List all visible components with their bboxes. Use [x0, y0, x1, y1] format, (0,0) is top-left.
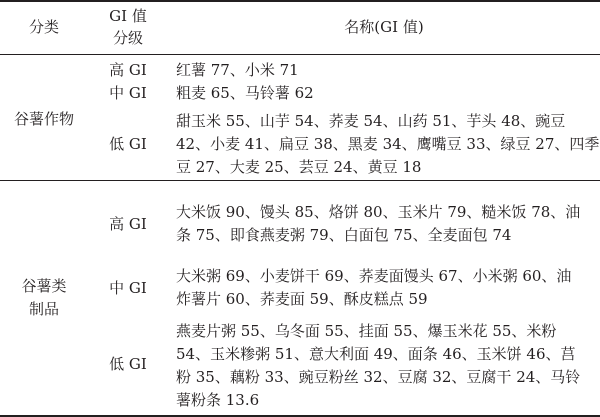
level-high-gi: 高 GI — [109, 215, 147, 233]
row-line: 大米粥 69、小麦饼干 69、荞麦面馒头 67、小米粥 60、油 — [176, 267, 572, 285]
category-grain-tuber-products-line1: 谷薯类 — [21, 277, 67, 295]
category-grain-tuber-crops: 谷薯作物 — [13, 110, 74, 128]
row-line: 甜玉米 55、山芋 54、荞麦 54、山药 51、芋头 48、豌豆 — [176, 112, 566, 130]
header-gi-level-line1: GI 值 — [109, 7, 147, 25]
row-line: 燕麦片粥 55、乌冬面 55、挂面 55、爆玉米花 55、米粉 — [176, 322, 557, 340]
row-line: 大米饭 90、馒头 85、烙饼 80、玉米片 79、糙米饭 78、油 — [176, 203, 581, 221]
category-grain-tuber-products-line2: 制品 — [28, 300, 59, 318]
row-line: 条 75、即食燕麦粥 79、白面包 75、全麦面包 74 — [176, 226, 512, 244]
header-name-gi: 名称(GI 值) — [344, 18, 424, 36]
row-line: 红薯 77、小米 71 — [176, 61, 299, 79]
header-rule — [0, 54, 600, 55]
header-gi-level-line2: 分级 — [112, 29, 143, 47]
row-line: 炸薯片 60、荞麦面 59、酥皮糕点 59 — [176, 290, 428, 308]
level-low-gi: 低 GI — [109, 355, 147, 373]
level-medium-gi: 中 GI — [109, 84, 147, 102]
row-line: 54、玉米糁粥 51、意大利面 49、面条 46、玉米饼 46、莒 — [176, 345, 576, 363]
top-rule — [0, 0, 600, 2]
row-line: 薯粉条 13.6 — [176, 391, 260, 409]
row-line: 42、小麦 41、扁豆 38、黑麦 34、鹰嘴豆 33、绿豆 27、四季 — [176, 135, 600, 153]
row-line: 豆 27、大麦 25、芸豆 24、黄豆 18 — [176, 158, 422, 176]
row-line: 粉 35、藕粉 33、豌豆粉丝 32、豆腐 32、豆腐干 24、马铃 — [176, 368, 581, 386]
header-category: 分类 — [28, 18, 59, 36]
level-low-gi: 低 GI — [109, 135, 147, 153]
level-high-gi: 高 GI — [109, 61, 147, 79]
level-medium-gi: 中 GI — [109, 279, 147, 297]
group-divider-rule — [0, 180, 600, 181]
row-line: 粗麦 65、马铃薯 62 — [176, 84, 314, 102]
